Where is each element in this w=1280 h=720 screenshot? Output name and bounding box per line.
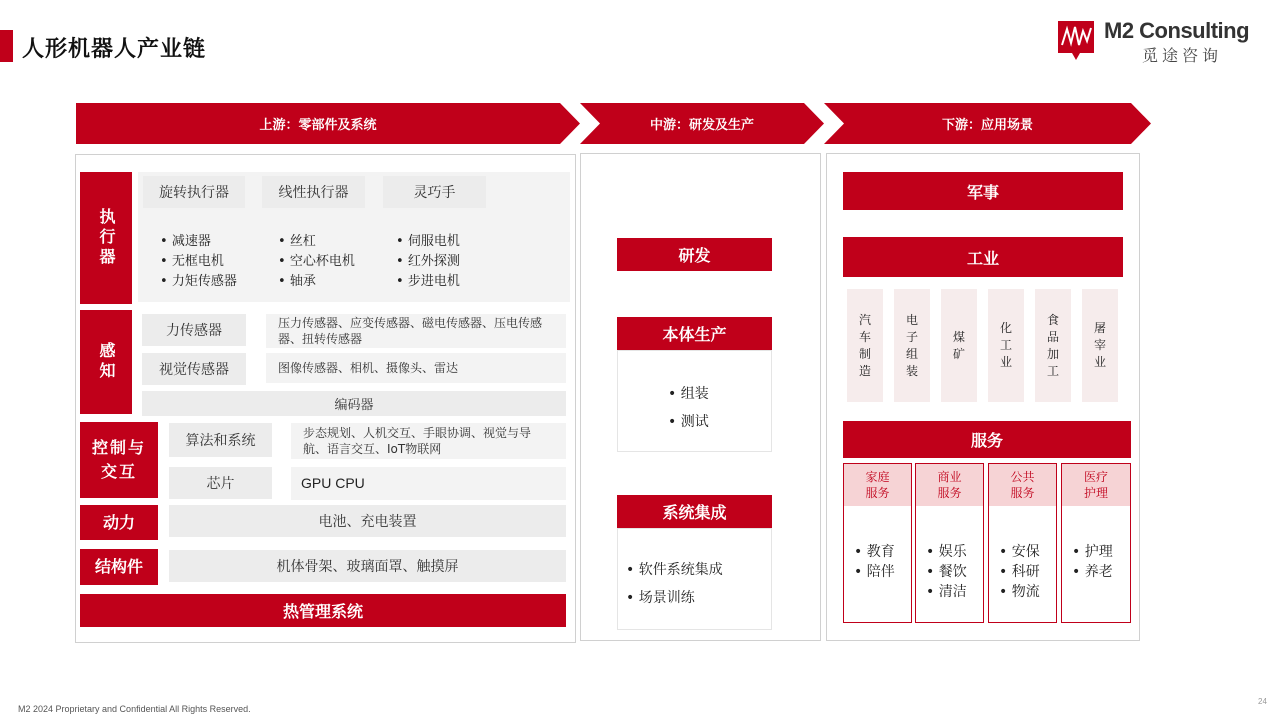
industry-item: 屠宰业: [1082, 289, 1118, 402]
service-group: [988, 463, 1057, 623]
industry-item: 食品加工: [1035, 289, 1071, 402]
vision-sensor-items: 图像传感器、相机、摄像头、雷达: [266, 353, 566, 383]
list-item: • 步进电机: [396, 272, 460, 292]
integration-label: 系统集成: [617, 495, 772, 528]
service-group-head: 商业服务: [916, 464, 983, 506]
upstream-label: 上游：零部件及系统: [259, 118, 377, 133]
midstream-label: 中游：研发及生产: [649, 118, 754, 133]
chip-items: GPU CPU: [291, 467, 566, 500]
service-group-head: 公共服务: [989, 464, 1056, 506]
industry-item: 煤矿: [941, 289, 977, 402]
list-item: • 力矩传感器: [160, 272, 237, 292]
service-group: [915, 463, 984, 623]
industry-list: [847, 289, 1119, 402]
services-label: 服务: [843, 421, 1131, 458]
chip-label: 芯片: [169, 467, 272, 499]
title-accent-bar: [0, 30, 13, 62]
production-list: [668, 380, 709, 436]
service-group-list: [926, 542, 967, 602]
upstream-arrow: [76, 103, 580, 144]
list-item: • 软件系统集成: [626, 556, 723, 584]
encoder: 编码器: [142, 391, 566, 416]
power-label: 动力: [80, 505, 158, 540]
list-item: • 丝杠: [278, 232, 355, 252]
control-label: 控制与交互: [80, 422, 158, 498]
list-item: • 减速器: [160, 232, 237, 252]
list-item: • 测试: [668, 408, 709, 436]
force-sensor-label: 力传感器: [142, 314, 246, 346]
list-item: • 清洁: [926, 582, 967, 602]
service-group-list: [1072, 542, 1113, 582]
list-item: • 场景训练: [626, 584, 723, 612]
industry-item: 化工业: [988, 289, 1024, 402]
vision-sensor-label: 视觉传感器: [142, 353, 246, 385]
list-item: • 教育: [854, 542, 895, 562]
service-group-head: 家庭服务: [844, 464, 911, 506]
actuator-list-3: [396, 232, 460, 292]
logo-subtitle: 觅途咨询: [1142, 46, 1223, 65]
algorithm-label: 算法和系统: [169, 423, 272, 457]
power-items: 电池、充电装置: [169, 505, 566, 537]
list-item: • 科研: [999, 562, 1040, 582]
integration-list: [626, 556, 723, 612]
footer-copyright: M2 2024 Proprietary and Confidential All Rights Reserved.: [18, 704, 251, 714]
production-label: 本体生产: [617, 317, 772, 350]
service-group-list: [854, 542, 895, 582]
sensing-label: 感知: [80, 310, 132, 414]
industry-label: 工业: [843, 237, 1123, 277]
rotary-actuator: 旋转执行器: [143, 176, 245, 208]
list-item: • 轴承: [278, 272, 355, 292]
downstream-arrow: [824, 103, 1151, 144]
actuator-list-2: [278, 232, 355, 292]
linear-actuator: 线性执行器: [262, 176, 365, 208]
midstream-arrow: [580, 103, 824, 144]
service-group: [1061, 463, 1131, 623]
list-item: • 安保: [999, 542, 1040, 562]
military-label: 军事: [843, 172, 1123, 210]
thermal-system: 热管理系统: [80, 594, 566, 627]
logo-text: M2 Consulting: [1104, 18, 1250, 43]
list-item: • 伺服电机: [396, 232, 460, 252]
service-group-head: 医疗护理: [1062, 464, 1130, 506]
algorithm-items: 步态规划、人机交互、手眼协调、视觉与导航、语言交互、IoT物联网: [291, 423, 566, 459]
list-item: • 养老: [1072, 562, 1113, 582]
structure-items: 机体骨架、玻璃面罩、触摸屏: [169, 550, 566, 582]
downstream-label: 下游：应用场景: [941, 118, 1033, 133]
industry-item: 电子组装: [894, 289, 930, 402]
rnd-label: 研发: [617, 238, 772, 271]
list-item: • 空心杯电机: [278, 252, 355, 272]
list-item: • 无框电机: [160, 252, 237, 272]
list-item: • 餐饮: [926, 562, 967, 582]
structure-label: 结构件: [80, 549, 158, 585]
actuator-label: 执行器: [80, 172, 132, 304]
list-item: • 护理: [1072, 542, 1113, 562]
page-number: 24: [1258, 697, 1267, 706]
list-item: • 组装: [668, 380, 709, 408]
force-sensor-items: 压力传感器、应变传感器、磁电传感器、压电传感器、扭转传感器: [266, 314, 566, 348]
list-item: • 红外探测: [396, 252, 460, 272]
logo-icon: [1056, 19, 1096, 61]
page-title: 人形机器人产业链: [22, 36, 207, 62]
list-item: • 娱乐: [926, 542, 967, 562]
list-item: • 陪伴: [854, 562, 895, 582]
list-item: • 物流: [999, 582, 1040, 602]
actuator-list-1: [160, 232, 237, 292]
service-group: [843, 463, 912, 623]
dexterous-hand: 灵巧手: [383, 176, 486, 208]
service-group-list: [999, 542, 1040, 602]
industry-item: 汽车制造: [847, 289, 883, 402]
